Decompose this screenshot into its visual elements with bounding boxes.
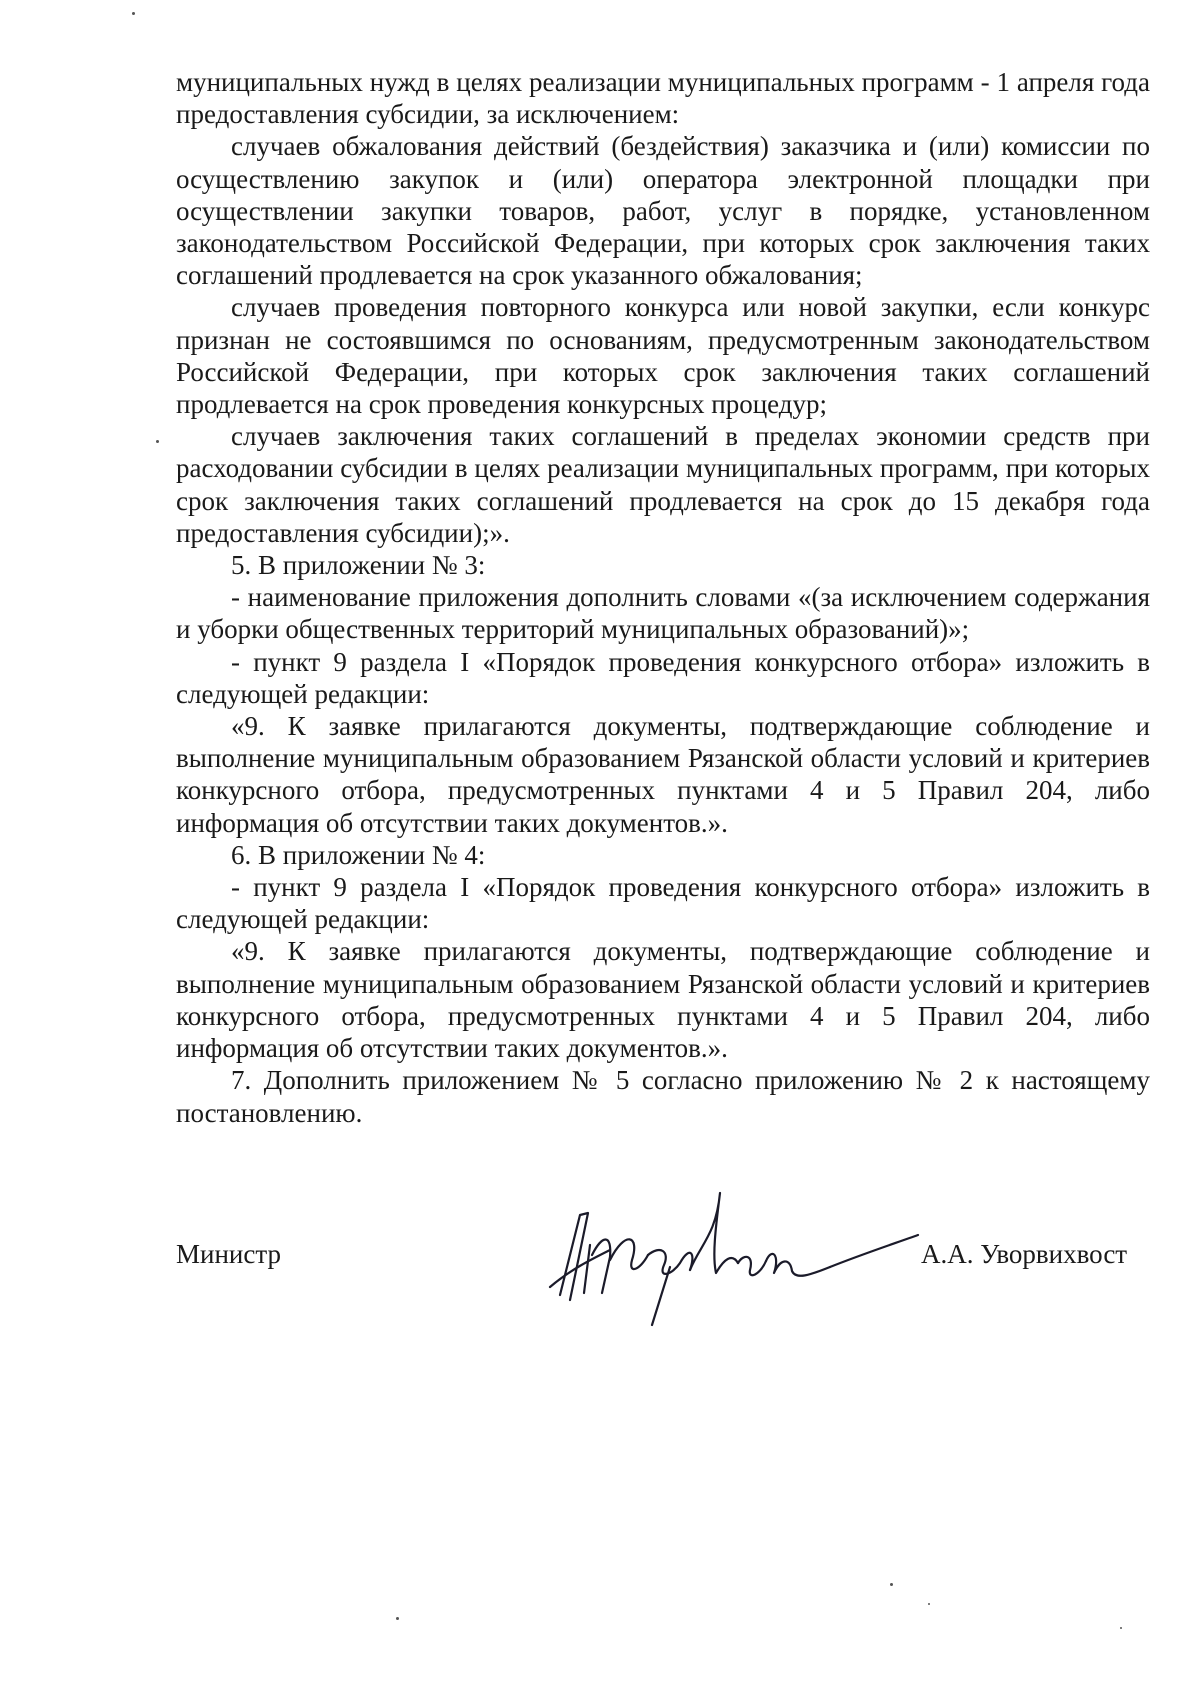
paragraph-continuation: муниципальных нужд в целях реализации муниципальных программ - 1 апреля года предоставления субсидии, за исключением: bbox=[176, 67, 1150, 130]
scan-speck bbox=[156, 440, 159, 443]
signer-name: А.А. Уворвихвост bbox=[921, 1239, 1128, 1269]
handwritten-signature bbox=[540, 1175, 930, 1335]
paragraph-exception-repeat-tender: случаев проведения повторного конкурса или новой закупки, если конкурс признан не состоявшимся по основаниям, предусмотренным законодательством Российской Федерации, при которых срок заключения таких соглашений продлевается на срок проведения конкурсных процедур; bbox=[176, 292, 1150, 420]
scan-speck bbox=[928, 1603, 930, 1605]
scan-speck bbox=[1120, 1627, 1122, 1629]
paragraph-item-5-point-9-text: «9. К заявке прилагаются документы, подтверждающие соблюдение и выполнение муниципальным образованием Рязанской области условий и критериев конкурсного отбора, предусмотренных пунктами 4 и 5 Правил 204, либо информация об отсутствии таких документов.». bbox=[176, 711, 1150, 838]
paragraph-exception-appeal: случаев обжалования действий (бездействия) заказчика и (или) комиссии по осуществлению закупок и (или) оператора электронной площадки при осуществлении закупки товаров, работ, услуг в порядке, установленном законодательством Российской Федерации, при которых срок заключения таких соглашений продлевается на срок указанного обжалования; bbox=[176, 131, 1150, 291]
paragraph-item-5-title-change: - наименование приложения дополнить словами «(за исключением содержания и уборки общественных территорий муниципальных образований)»; bbox=[176, 582, 1150, 645]
paragraph-item-6-point-9-text: «9. К заявке прилагаются документы, подтверждающие соблюдение и выполнение муниципальным образованием Рязанской области условий и критериев конкурсного отбора, предусмотренных пунктами 4 и 5 Правил 204, либо информация об отсутствии таких документов.». bbox=[176, 936, 1150, 1064]
scan-speck bbox=[132, 12, 135, 15]
paragraph-item-6-point-9: - пункт 9 раздела I «Порядок проведения конкурсного отбора» изложить в следующей редакции: bbox=[176, 872, 1150, 935]
scan-speck bbox=[396, 1617, 399, 1620]
scan-speck bbox=[890, 1583, 893, 1586]
paragraph-item-5: 5. В приложении № 3: bbox=[231, 550, 486, 581]
paragraph-item-7: 7. Дополнить приложением № 5 согласно приложению № 2 к настоящему постановлению. bbox=[176, 1065, 1150, 1128]
document-body bbox=[176, 66, 1150, 1129]
paragraph-exception-savings: случаев заключения таких соглашений в пределах экономии средств при расходовании субсидии в целях реализации муниципальных программ, при которых срок заключения таких соглашений продлевается на срок до 15 декабря года предоставления субсидии);». bbox=[176, 421, 1150, 548]
paragraph-item-5-point-9: - пункт 9 раздела I «Порядок проведения конкурсного отбора» изложить в следующей редакции: bbox=[176, 646, 1150, 709]
signer-position: Министр bbox=[176, 1239, 281, 1269]
paragraph-item-6: 6. В приложении № 4: bbox=[231, 839, 486, 870]
